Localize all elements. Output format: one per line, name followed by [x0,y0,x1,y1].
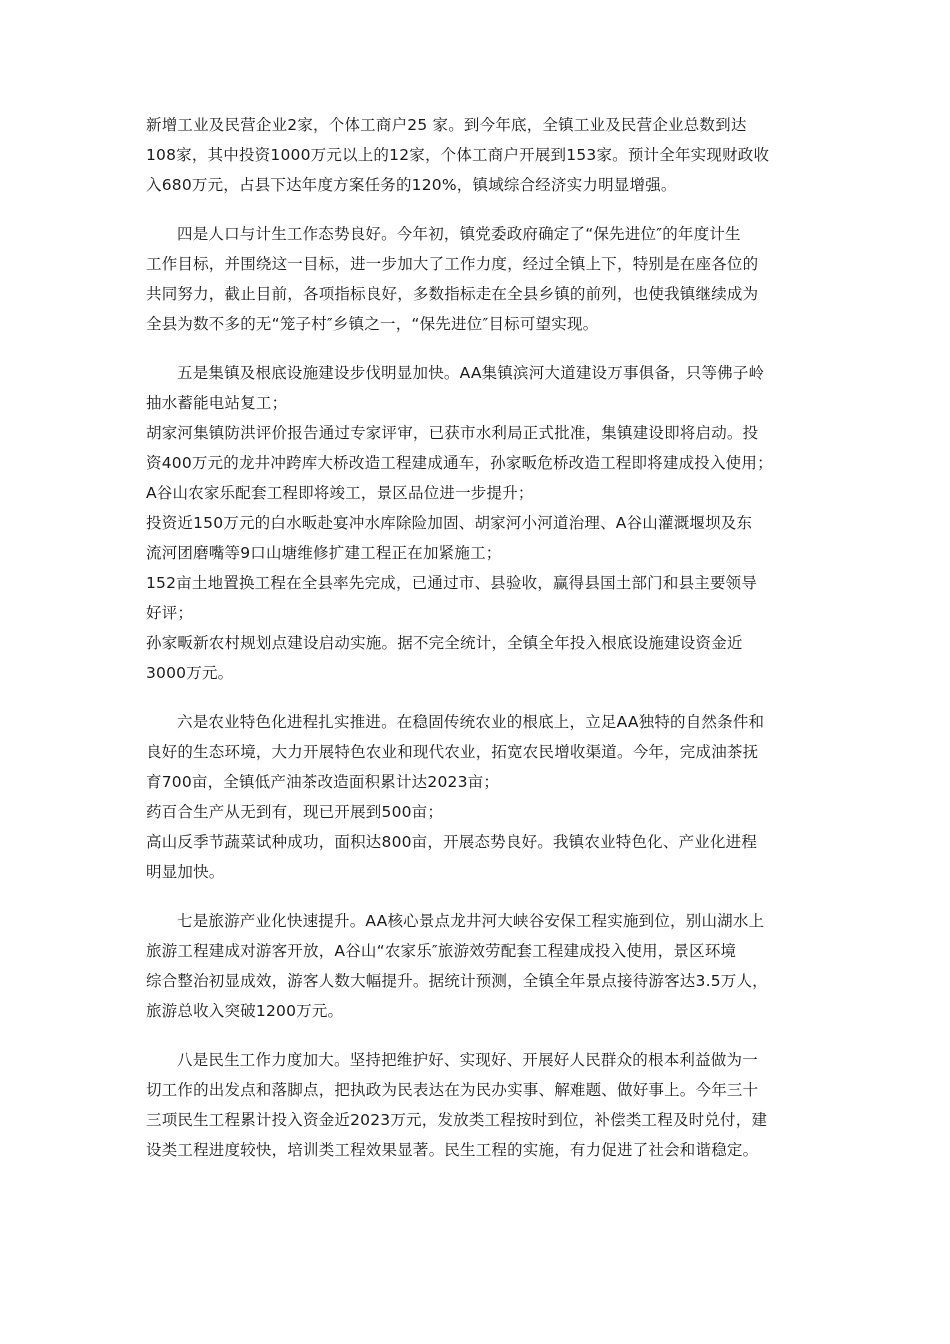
text-line: 育700亩，全镇低产油茶改造面积累计达2023亩； [146,773,500,791]
text-line: 四是人口与计生工作态势良好。今年初，镇党委政府确定了“保先进位″的年度计生 [177,225,741,243]
text-line: 旅游工程建成对游客开放，A谷山“农家乐″旅游效劳配套工程建成投入使用，景区环境 [146,942,737,960]
text-line: A谷山农家乐配套工程即将竣工，景区品位进一步提升； [146,484,534,502]
text-line: 药百合生产从无到有，现已开展到500亩； [146,803,444,821]
text-line: 六是农业特色化进程扎实推进。在稳固传统农业的根底上，立足AA独特的自然条件和 [177,713,765,731]
text-line: 三项民生工程累计投入资金近2023万元，发放类工程按时到位，补偿类工程及时兑付，建 [146,1111,768,1129]
document-body [146,110,806,1165]
text-line: 设类工程进度较快，培训类工程效果显著。民生工程的实施，有力促进了社会和谐稳定。 [146,1141,759,1159]
text-line: 五是集镇及根底设施建设步伐明显加快。AA集镇滨河大道建设万事俱备，只等佛子岭 [177,364,765,382]
text-line: 抽水蓄能电站复工； [146,394,288,412]
text-line: 新增工业及民营企业2家，个体工商户25 家。到今年底，全镇工业及民营企业总数到达 [146,116,747,134]
paragraph-1 [146,110,806,200]
text-line: 孙家畈新农村规划点建设启动实施。据不完全统计，全镇全年投入根底设施建设资金近 [146,634,743,652]
text-line: 旅游总收入突破1200万元。 [146,1002,344,1020]
text-line: 良好的生态环境，大力开展特色农业和现代农业，拓宽农民增收渠道。今年，完成油茶抚 [146,743,759,761]
text-line: 明显加快。 [146,863,225,881]
text-line: 全县为数不多的无“笼子村″乡镇之一，“保先进位″目标可望实现。 [146,315,599,333]
text-line: 胡家河集镇防洪评价报告通过专家评审，已获市水利局正式批准，集镇建设即将启动。投 [146,424,759,442]
text-line: 七是旅游产业化快速提升。AA核心景点龙井河大峡谷安保工程实施到位，别山湖水上 [177,912,765,930]
paragraph-population-family-planning [146,219,806,339]
text-line: 152亩土地置换工程在全县率先完成，已通过市、县验收，赢得县国土部门和县主要领导 [146,574,758,592]
text-line: 八是民生工作力度加大。坚持把维护好、实现好、开展好人民群众的根本利益做为一 [177,1051,758,1069]
text-line: 工作目标，并围绕这一目标，进一步加大了工作力度，经过全镇上下，特别是在座各位的 [146,255,759,273]
text-line: 共同努力，截止目前，各项指标良好，多数指标走在全县乡镇的前列，也使我镇继续成为 [146,285,759,303]
text-line: 108家，其中投资1000万元以上的12家，个体工商户开展到153家。预计全年实现财政收 [146,146,770,164]
text-line: 高山反季节蔬菜试种成功，面积达800亩，开展态势良好。我镇农业特色化、产业化进程 [146,833,758,851]
text-line: 入680万元，占县下达年度方案任务的120%，镇域综合经济实力明显增强。 [146,176,677,194]
paragraph-agriculture [146,707,806,887]
text-line: 资400万元的龙井冲跨库大桥改造工程建成通车，孙家畈危桥改造工程即将建成投入使用； [146,454,773,472]
text-line: 投资近150万元的白水畈赴宴冲水库除险加固、胡家河小河道治理、A谷山灌溉堰坝及东 [146,514,753,532]
text-line: 3000万元。 [146,664,234,682]
text-line: 切工作的出发点和落脚点，把执政为民表达在为民办实事、解难题、做好事上。今年三十 [146,1081,759,1099]
text-line: 好评； [146,604,194,622]
paragraph-livelihood [146,1045,806,1165]
paragraph-infrastructure [146,358,806,688]
text-line: 综合整治初显成效，游客人数大幅提升。据统计预测，全镇全年景点接待游客达3.5万人， [146,972,768,990]
paragraph-tourism [146,906,806,1026]
text-line: 流河团磨嘴等9口山塘维修扩建工程正在加紧施工； [146,544,502,562]
